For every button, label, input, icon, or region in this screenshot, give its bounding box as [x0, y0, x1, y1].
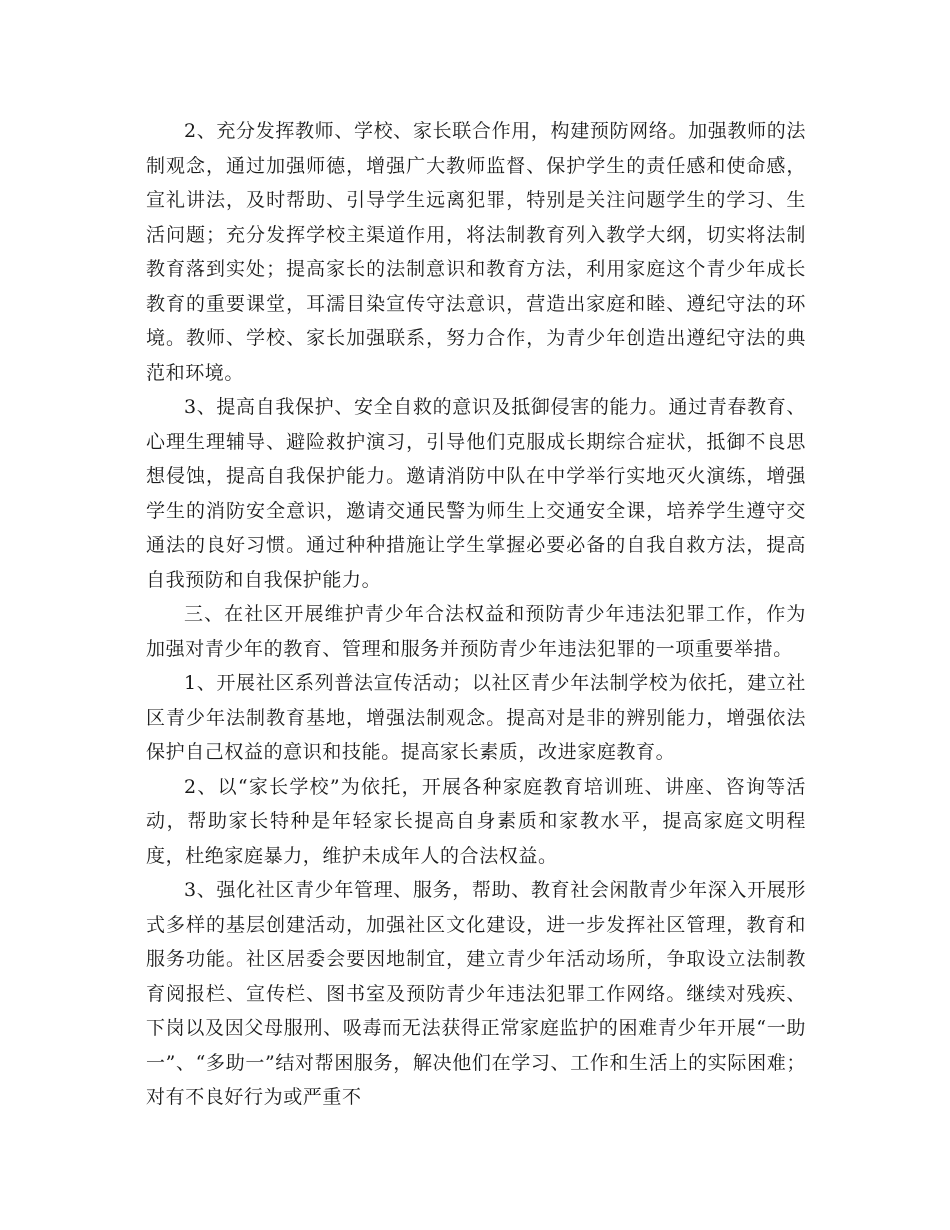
- paragraph-parent-school: 2、以“家长学校”为依托，开展各种家庭教育培训班、讲座、咨询等活动，帮助家长特种是年轻家长提高自身素质和家教水平，提高家庭文明程度，杜绝家庭暴力，维护未成年人的合法权益。: [146, 775, 806, 867]
- paragraph-community-management: 3、强化社区青少年管理、服务，帮助、教育社会闲散青少年深入开展形式多样的基层创建活动，加强社区文化建设，进一步发挥社区管理，教育和服务功能。社区居委会要因地制宜，建立青少年活动场所，争取设立法制教育阅报栏、宣传栏、图书室及预防青少年违法犯罪工作网络。继续对残疾、下岗以及因父母服刑、吸毒而无法获得正常家庭监护的困难青少年开展“一助一”、“多助一”结对帮困服务，解决他们在学习、工作和生活上的实际困难；对有不良好行为或严重不: [146, 879, 806, 1108]
- paragraph-teacher-school-parent: 2、充分发挥教师、学校、家长联合作用，构建预防网络。加强教师的法制观念，通过加强师德，增强广大教师监督、保护学生的责任感和使命感，宣礼讲法，及时帮助、引导学生远离犯罪，特别是关注问题学生的学习、生活问题；充分发挥学校主渠道作用，将法制教育列入教学大纲，切实将法制教育落到实处；提高家长的法制意识和教育方法，利用家庭这个青少年成长教育的重要课堂，耳濡目染宣传守法意识，营造出家庭和睦、遵纪守法的环境。教师、学校、家长加强联系，努力合作，为青少年创造出遵纪守法的典范和环境。: [146, 120, 806, 384]
- paragraph-community-section-heading: 三、在社区开展维护青少年合法权益和预防青少年违法犯罪工作，作为加强对青少年的教育、管理和服务并预防青少年违法犯罪的一项重要举措。: [146, 603, 806, 660]
- paragraph-self-protection: 3、提高自我保护、安全自救的意识及抵御侵害的能力。通过青春教育、心理生理辅导、避险救护演习，引导他们克服成长期综合症状，抵御不良思想侵蚀，提高自我保护能力。邀请消防中队在中学举行实地灭火演练，增强学生的消防安全意识，邀请交通民警为师生上交通安全课，培养学生遵守交通法的良好习惯。通过种种措施让学生掌握必要必备的自我自救方法，提高自我预防和自我保护能力。: [146, 396, 806, 591]
- paragraph-community-legal-education: 1、开展社区系列普法宣传活动；以社区青少年法制学校为依托，建立社区青少年法制教育基地，增强法制观念。提高对是非的辨别能力，增强依法保护自己权益的意识和技能。提高家长素质，改进家庭教育。: [146, 672, 806, 763]
- document-body: [146, 114, 806, 1115]
